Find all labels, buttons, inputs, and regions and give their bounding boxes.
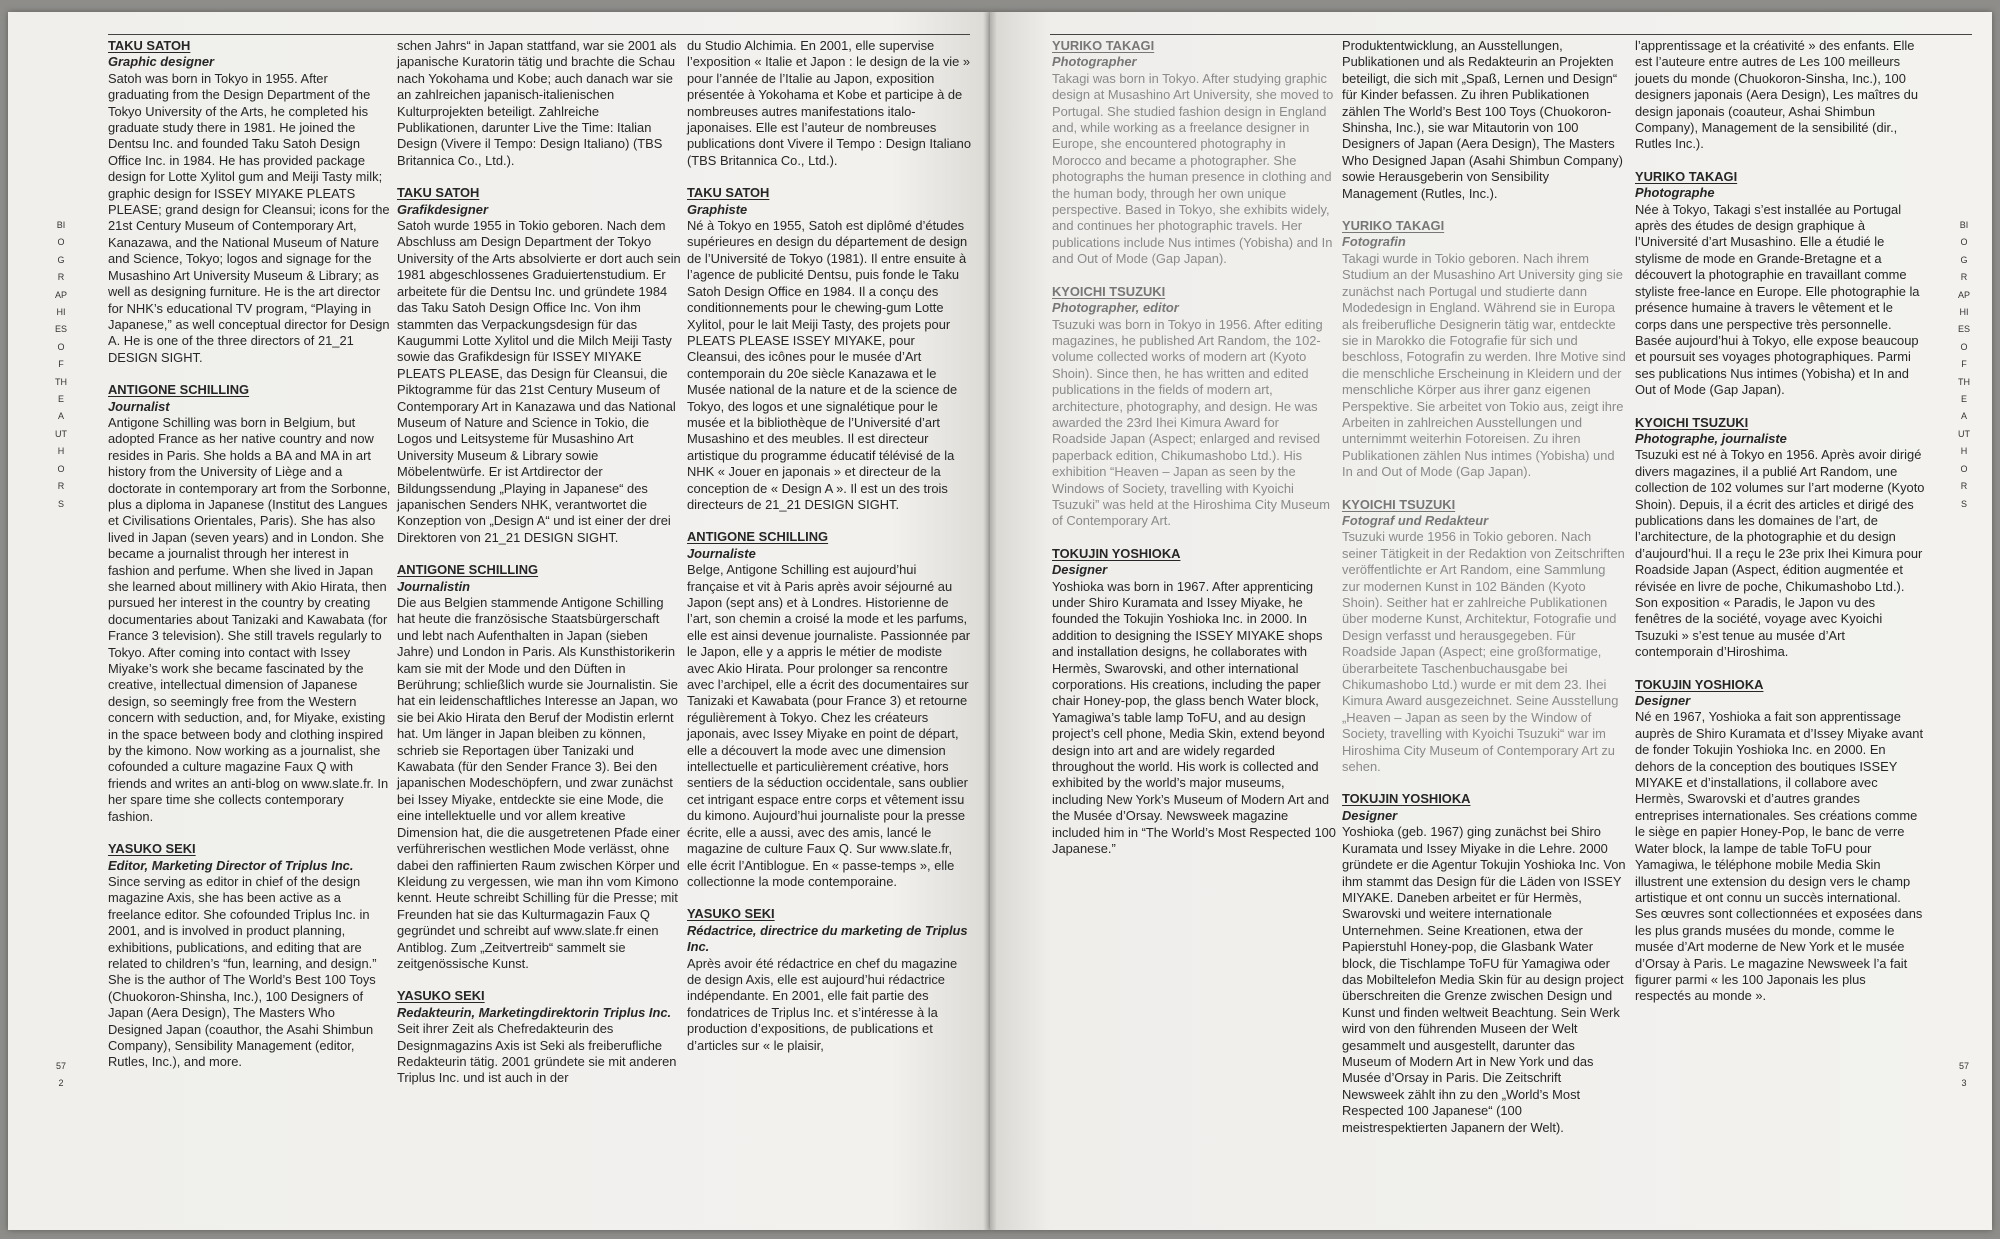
page-number-left: 572 [55, 1061, 66, 1088]
biography-text: Takagi wurde in Tokio geboren. Nach ihrem Studium an der Musashino Art University ging sie zunächst nach Portugal und studierte dann Modedesign in England. Während sie in Europa als freiberufliche Designerin tätig war, entdeckte sie in Marokko die Fotografie für sich und beschloss, Fotografin zu werden. Ihre Motive sind die menschliche Erscheinung in Kleidern und der menschliche Körper aus ihrer ganz eigenen Perspektive. Sie arbeitet von Tokio aus, zeigt ihre Arbeiten in zahlreichen Ausstellungen und unternimmt weiterhin Fotoreisen. Zu ihren Publikationen zählen Nus intimes (Yobisha) und In and Out of Mode (Gap Japan). [1342, 250, 1626, 480]
column-english-1 [108, 38, 392, 1087]
biography-text: du Studio Alchimia. En 2001, elle supervise l’exposition « Italie et Japon : le design de la vie » pour l’année de l’Italie au Japon, exposition présentée à Yokohama et Kobe et participe à de nombreuses autres manifestations italo-japonaises. Elle est l’auteur de nombreuses publications dont Vivere il Tempo : Design Italiano (TBS Britannica Co., Ltd.). [687, 38, 972, 168]
biography-text: Seit ihrer Zeit als Chefredakteurin des Designmagazins Axis ist Seki als freiberufliche Redakteurin tätig. 2001 gründete sie mit anderen Triplus Inc. und ist auch in der [397, 1021, 677, 1086]
author-role: Designer [1342, 807, 1398, 823]
author-role: Editor, Marketing Director of Triplus Inc. [108, 857, 354, 873]
author-role: Photographer [1052, 54, 1137, 70]
biography-text: Belge, Antigone Schilling est aujourd’hui française et vit à Paris après avoir séjourné au Japon (sept ans) et à Londres. Historienne de l’art, son chemin a croisé la mode et les parfums, elle est ainsi devenue journaliste. Passionnée par le Japon, elle y a appris le métier de modiste avec Akio Hirata. Pour prolonger sa rencontre avec l’archipel, elle a écrit des documentaires sur Tanizaki et Kawabata (pour France 3) et retourne régulièrement à Tokyo. Chez les créateurs japonais, avec Issey Miyake en point de départ, elle a découvert la mode avec une dimension intellectuelle et particulièrement créative, hors sentiers de la séduction occidentale, sans oublier cet intrigant espace entre corps et vêtement issu du kimono. Aujourd’hui journaliste pour la presse écrite, elle a aussi, avec des amis, lancé le magazine de culture Faux Q. Sur www.slate.fr, elle écrit l’Antiblogue. En « passe-temps », elle collectionne la mode contemporaine. [687, 562, 971, 889]
book-gutter [983, 12, 997, 1230]
biography-text: Since serving as editor in chief of the design magazine Axis, she has been active as a freelance editor. She cofounded Triplus Inc. in 2001, and is involved in product planning, exhibitions, publications, and editing that are related to children’s “fun, learning, and design.” She is the author of The World’s Best 100 Toys (Chuokoron-Shinsha, Inc.), 100 Designers of Japan (Aera Design), The Masters Who Designed Japan (coauthor, the Asahi Shimbun Company), Sensibility Management (editor, Rutles, Inc.), and more. [108, 873, 377, 1070]
biography-entry [1052, 284, 1336, 530]
biography-entry [687, 185, 971, 513]
biography-text: Takagi was born in Tokyo. After studying graphic design at Musashino Art University, she moved to Portugal. She studied fashion design in England and, while working as a freelance designer in Europe, she encountered photography in Morocco and became a photographer. She photographs the human presence in clothing and the human body, through her own unique perspective. Based in Tokyo, she exhibits widely, and continues her photographic travels. Her publications include Nus intimes (Yobisha) and In and Out of Mode (Gap Japan). [1052, 70, 1334, 267]
column-german-1 [397, 38, 681, 1103]
author-role: Graphiste [687, 201, 748, 217]
author-role: Photographe, journaliste [1635, 430, 1787, 446]
author-role: Journalistin [397, 578, 471, 594]
author-role: Journalist [108, 398, 170, 414]
author-name: TAKU SATOH [108, 38, 191, 53]
author-name: TOKUJIN YOSHIOKA [1052, 545, 1181, 561]
biography-entry [108, 382, 392, 825]
biography-entry [1635, 169, 1925, 399]
biography-entry [1052, 38, 1336, 268]
author-role: Designer [1052, 562, 1108, 578]
author-role: Photographer, editor [1052, 300, 1179, 316]
biography-entry [1635, 38, 1925, 153]
biography-entry [397, 562, 681, 972]
biography-entry [1342, 218, 1626, 481]
biography-text: Né à Tokyo en 1955, Satoh est diplômé d’études supérieures en design du département de design de l’Université de Tokyo (1981). Il entre ensuite à l’agence de publicité Dentsu, puis fonde le Taku Satoh Design Office en 1984. Il a conçu des conditionnements pour le chewing-gum Lotte Xylitol, pour le lait Meiji Tasty, des projets pour PLEATS PLEASE ISSEY MIYAKE, pour Cleansui, des icônes pour le musée d’Art contemporain du 20e siècle Kanazawa et le Musée national de la nature et de la science de Tokyo, des logos et une signalétique pour le musée et la bibliothèque de l’Université d’art Musashino et des meubles. Il est directeur artistique du programme éducatif télévisé de la NHK « Jouer en japonais » et directeur de la conception de « Design A ». Il est un des trois directeurs de 21_21 DESIGN SIGHT. [687, 218, 968, 512]
biography-entry [1052, 546, 1336, 858]
page-number-right: 573 [1958, 1061, 1969, 1088]
author-role: Rédactrice, directrice du marketing de Triplus Inc. [687, 922, 968, 955]
biography-text: Satoh wurde 1955 in Tokio geboren. Nach dem Abschluss am Design Department der Tokyo University of the Arts absolvierte er dort auch sein 1981 abgeschlossenes Graduiertenstudium. Er arbeitete für die Dentsu Inc. und gründete 1984 das Taku Satoh Design Office Inc. Von ihm stammten das Verpackungsdesign für das Kaugummi Lotte Xylitol und die Milch Meiji Tasty sowie das Grafikdesign für ISSEY MIYAKE PLEATS PLEASE, das Design für Cleansui, die Piktogramme für das 21st Century Museum of Contemporary Art in Kanazawa und das National Museum of Nature and Science in Tokio, die Logos und Leitsysteme für Musashino Art University Museum & Library sowie Möbelentwürfe. Er ist Artdirector der Bildungssendung „Playing in Japanese“ des japanischen Senders NHK, verantwortet die Konzeption von „Design A“ und ist einer der drei Direktoren von 21_21 DESIGN SIGHT. [397, 218, 681, 545]
biography-text: Tsuzuki est né à Tokyo en 1956. Après avoir dirigé divers magazines, il a publié Art Random, une collection de 102 volumes sur l’art moderne (Kyoto Shoin). Depuis, il a écrit des articles et dirigé des publications dans les domaines de l’art, de l’architecture, de la photographie et du design d’aujourd’hui. Il a reçu le 23e prix Ihei Kimura pour Roadside Japan (Aspect, édition augmentée et révisée en livre de poche, Chikumashobo Ltd.). Son exposition « Paradis, le Japon vu des fenêtres de la société, voyage avec Kyoichi Tsuzuki » s’est tenue au musée d’Art contemporain d’Hiroshima. [1635, 447, 1925, 660]
biography-entry [1635, 677, 1925, 1005]
left-page [8, 12, 990, 1230]
biography-text: Yoshioka was born in 1967. After apprenticing under Shiro Kuramata and Issey Miyake, he founded the Tokujin Yoshioka Inc. in 2000. In addition to designing the ISSEY MIYAKE shops and installation designs, he collaborates with Hermès, Swarovski, and other international corporations. His creations, including the paper chair Honey-pop, the glass bench Water block, Yamagiwa’s table lamp ToFU, and au design project’s cell phone, Media Skin, extend beyond design into art and are widely regarded throughout the world. His work is collected and exhibited by the world’s major museums, including New York’s Museum of Modern Art and the Musée d’Orsay. Newsweek magazine included him in “The World’s Most Respected 100 Japanese.” [1052, 578, 1336, 857]
biography-text: schen Jahrs“ in Japan stattfand, war sie 2001 als japanische Kuratorin tätig und brachte die Schau nach Yokohama und Kobe; auch danach war sie an zahlreichen japanisch-italienischen Kulturprojekten beteiligt. Zahlreiche Publikationen, darunter Live the Time: Italian Design (Vivere il Tempo: Design Italiano) (TBS Britannica Co., Ltd.). [397, 38, 677, 168]
biography-text: Né en 1967, Yoshioka a fait son apprentissage auprès de Shiro Kuramata et d’Issey Miyake avant de fonder Tokujin Yoshioka Inc. en 2000. En dehors de la conception des boutiques ISSEY MIYAKE et d’installations, il collabore avec Hermès, Swarovski et d’autres grandes entreprises internationales. Ses créations comme le siège en papier Honey-Pop, le banc de verre Water block, la lampe de table ToFU pour Yamagiwa, le téléphone mobile Media Skin illustrent une extension du design vers le champ artistique et ont connu un succès international. Ses œuvres sont collectionnées et exposées dans les plus grands musées du monde, comme le musée d’Art moderne de New York et le musée d’Orsay à Paris. Le magazine Newsweek l’a fait figurer parmi « les 100 Japonais les plus respectés au monde ». [1635, 709, 1924, 1004]
biography-text: Tsuzuki was born in Tokyo in 1956. After editing magazines, he published Art Random, the 102-volume collected works of modern art (Kyoto Shoin). Since then, he has written and edited publications in the fields of modern art, architecture, photography, and design. He was awarded the 23rd Ihei Kimura Award for Roadside Japan (Aspect; enlarged and revised paperback edition, Chikumashobo Ltd.). His exhibition “Heaven – Japan as seen by the Windows of Society, travelling with Kyoichi Tsuzuki” was held at the Hiroshima City Museum of Contemporary Art. [1052, 316, 1330, 529]
author-role: Redakteurin, Marketingdirektorin Triplus Inc. [397, 1004, 672, 1020]
top-rule [108, 34, 970, 35]
side-label-right: BIOGRAPHIES OF THE AUTHORS [1958, 220, 1971, 509]
column-french-2 [1635, 38, 1925, 1021]
right-page [990, 12, 1992, 1230]
biography-entry [397, 988, 681, 1086]
biography-entry [687, 38, 971, 169]
biography-entry [1342, 497, 1626, 776]
author-name: ANTIGONE SCHILLING [108, 382, 250, 398]
biography-entry [108, 841, 392, 1071]
author-role: Fotografin [1342, 234, 1406, 250]
column-english-2 [1052, 38, 1336, 874]
side-label-left: BIOGRAPHIES OF THE AUTHORS [55, 220, 68, 509]
author-name: YASUKO SEKI [397, 988, 485, 1004]
author-role: Photographe [1635, 185, 1715, 201]
author-name: TAKU SATOH [397, 185, 480, 201]
author-name: KYOICHI TSUZUKI [1342, 496, 1456, 512]
author-role: Designer [1635, 693, 1691, 709]
column-german-2 [1342, 38, 1626, 1152]
biography-entry [1342, 791, 1626, 1136]
biography-text: Satoh was born in Tokyo in 1955. After graduating from the Design Department of the Tokyo University of the Arts, he completed his graduate study there in 1981. He joined the Dentsu Inc. and founded Taku Satoh Design Office Inc. in 1984. He has provided package design for Lotte Xylitol gum and Meiji Tasty milk; graphic design for ISSEY MIYAKE PLEATS PLEASE; grand design for Cleansui; icons for the 21st Century Museum of Contemporary Art, Kanazawa, and the National Museum of Nature and Science, Tokyo; logos and signage for the Musashino Art University Museum & Library; as well as designing furniture. He is the art director for NHK’s educational TV program, “Playing in Japanese,” as well conceptual director for Design A. He is one of the three directors of 21_21 DESIGN SIGHT. [108, 70, 390, 365]
author-name: KYOICHI TSUZUKI [1635, 414, 1749, 430]
biography-entry [687, 906, 971, 1054]
biography-entry [1635, 415, 1925, 661]
author-name: ANTIGONE SCHILLING [687, 529, 829, 545]
biography-text: Die aus Belgien stammende Antigone Schilling hat heute die französische Staatsbürgerschaft und lebt nach Aufenthalten in Japan (sieben Jahre) und London in Paris. Als Kunsthistorikerin kam sie mit der Mode und den Düften in Berührung; schließlich wurde sie Journalistin. Sie hat ein leidenschaftliches Interesse an Japan, wo sie bei Akio Hirata den Beruf der Modistin erlernt hat. Um länger in Japan bleiben zu können, schrieb sie Reportagen über Tanizaki und Kawabata (für den Sender France 3). Bei den japanischen Modeschöpfern, und zwar zunächst bei Issey Miyake, entdeckte sie eine Mode, die eine intellektuelle und vor allem kreative Dimension hat, die die ausgetretenen Pfade einer verführerischen westlichen Mode verlässt, ohne dabei den raffinierten Raum zwischen Körper und Kleidung zu vergessen, wie man ihn vom Kimono kennt. Heute schreibt Schilling für die Presse; mit Freunden hat sie das Kulturmagazin Faux Q gegründet und schreibt auf www.slate.fr einen Antiblog. Zum „Zeitvertreib“ sammelt sie zeitgenössische Kunst. [397, 595, 681, 971]
biography-entry [397, 185, 681, 546]
biography-text: Produktentwicklung, an Ausstellungen, Publikationen und als Redakteurin an Projekten beteiligt, die sich mit „Spaß, Lernen und Design“ für Kinder befassen. Zu ihren Publikationen zählen The World’s Best 100 Toys (Chuokoron-Shinsha, Inc.), sie war Mitautorin von 100 Designers of Japan (Aera Design), The Masters Who Designed Japan (Asahi Shimbun Company) sowie Herausgeberin von Sensibility Management (Rutles, Inc.). [1342, 38, 1623, 201]
top-rule [1050, 34, 1972, 35]
author-name: TOKUJIN YOSHIOKA [1342, 791, 1471, 807]
author-role: Journaliste [687, 545, 756, 561]
author-name: YURIKO TAKAGI [1052, 38, 1155, 53]
biography-text: Yoshioka (geb. 1967) ging zunächst bei Shiro Kuramata und Issey Miyake in die Lehre. 2000 gründete er die Agentur Tokujin Yoshioka Inc. Von ihm stammt das Design für die Läden von ISSEY MIYAKE. Daneben arbeitet er für Hermès, Swarovski und weitere internationale Unternehmen. Seine Kreationen, etwa der Papierstuhl Honey-pop, die Glasbank Water block, die Tischlampe ToFU für Yamagiwa oder das Mobiltelefon Media Skin für au design project überschreiten die Grenze zwischen Design und Kunst und finden weltweit Beachtung. Sein Werk wird von den führenden Museen der Welt gesammelt und ausgestellt, darunter das Museum of Modern Art in New York und das Musée d’Orsay in Paris. Die Zeitschrift Newsweek zählt ihn zu den „World’s Most Respected 100 Japanese“ (100 meistrespektierten Japanern der Welt). [1342, 824, 1626, 1135]
author-role: Grafikdesigner [397, 201, 488, 217]
author-name: TOKUJIN YOSHIOKA [1635, 676, 1764, 692]
biography-text: Après avoir été rédactrice en chef du magazine de design Axis, elle est aujourd’hui rédactrice indépendante. En 2001, elle fait partie des fondatrices de Triplus Inc. et s’intéresse à la production d’expositions, de publications et d’articles sur « le plaisir, [687, 955, 958, 1053]
author-name: YASUKO SEKI [108, 841, 196, 857]
biography-entry [1342, 38, 1626, 202]
biography-entry [397, 38, 681, 169]
biography-text: Antigone Schilling was born in Belgium, but adopted France as her native country and now resides in Paris. She holds a BA and MA in art history from the University of Liège and a doctorate in contemporary art from the Sorbonne, plus a diploma in Japanese (Institut des Langues et Civilisations Orientales, Paris). She has also lived in Japan (seven years) and in London. She became a journalist through her interest in fashion and perfume. When she lived in Japan she learned about millinery with Akio Hirata, then pursued her interest in the country by creating documentaries about Tanizaki and Kawabata (for France 3 television). She still travels regularly to Tokyo. After coming into contact with Issey Miyake’s work she became fascinated by the creative, intellectual dimension of Japanese design, so seemingly free from the Western concern with seduction, and, for Miyake, existing in the space between body and clothing inspired by the kimono. Now working as a journalist, she cofounded a culture magazine Faux Q with friends and writes an anti-blog on www.slate.fr. In her spare time she collects contemporary fashion. [108, 414, 391, 824]
author-name: YURIKO TAKAGI [1342, 218, 1445, 234]
author-name: YURIKO TAKAGI [1635, 168, 1738, 184]
author-role: Graphic designer [108, 54, 215, 70]
author-name: TAKU SATOH [687, 185, 770, 201]
biography-entry [687, 529, 971, 890]
biography-text: Née à Tokyo, Takagi s’est installée au Portugal après des études de design graphique à l’Université d’art Musashino. Elle a étudié le stylisme de mode en Grande-Bretagne et a découvert la photographie en travaillant comme styliste free-lance en Europe. Elle photographie la présence humaine à travers le vêtement et le corps dans une perspective très personnelle. Basée aujourd’hui à Tokyo, elle expose beaucoup et poursuit ses voyages photographiques. Parmi ses publications Nus intimes (Yobisha) et In and Out of Mode (Gap Japan). [1635, 201, 1920, 398]
column-french-1 [687, 38, 971, 1070]
author-name: YASUKO SEKI [687, 906, 775, 922]
author-name: KYOICHI TSUZUKI [1052, 283, 1166, 299]
author-role: Fotograf und Redakteur [1342, 512, 1489, 528]
biography-text: Tsuzuki wurde 1956 in Tokio geboren. Nach seiner Tätigkeit in der Redaktion von Zeitschriften veröffentlichte er Art Random, eine Sammlung zur modernen Kunst in 102 Bänden (Kyoto Shoin). Seither hat er zahlreiche Publikationen über moderne Kunst, Architektur, Fotografie und Design verfasst und herausgegeben. Für Roadside Japan (Aspect; eine großformatige, überarbeitete Taschenbuchausgabe bei Chikumashobo Ltd.) wurde er mit dem 23. Ihei Kimura Award ausgezeichnet. Seine Ausstellung „Heaven – Japan as seen by the Window of Society, travelling with Kyoichi Tsuzuki“ war im Hiroshima City Museum of Contemporary Art zu sehen. [1342, 529, 1625, 775]
biography-text: l’apprentissage et la créativité » des enfants. Elle est l’auteure entre autres de Les 100 meilleurs jouets du monde (Chuokoron-Sinsha, Inc.), 100 designers japonais (Aera Design), Les maîtres du design japonais (coauteur, Ashai Shimbun Company), Management de la sensibilité (dir., Rutles Inc.). [1635, 38, 1919, 152]
biography-entry [108, 38, 392, 366]
author-name: ANTIGONE SCHILLING [397, 562, 539, 578]
